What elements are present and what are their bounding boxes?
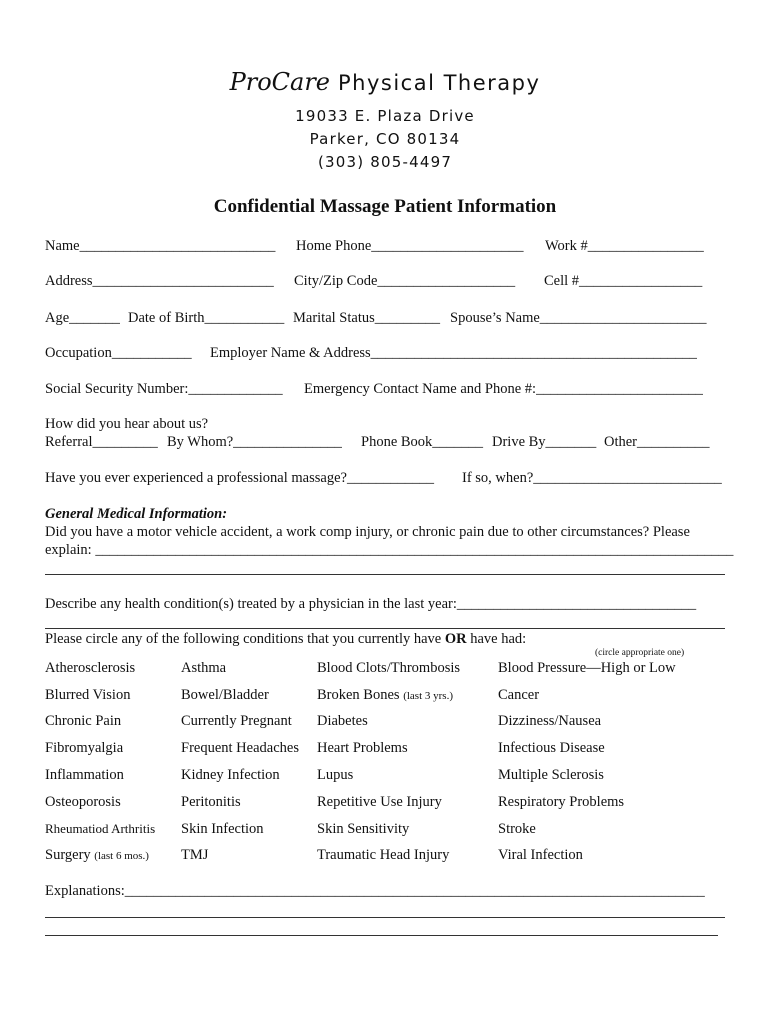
massage-when-field[interactable]: If so, when?__________________________: [462, 470, 722, 486]
accident-explain-line[interactable]: [45, 574, 725, 575]
condition-tmj[interactable]: TMJ: [181, 847, 209, 863]
condition-kidney-infection[interactable]: Kidney Infection: [181, 767, 280, 783]
referral-field[interactable]: Referral_________: [45, 434, 158, 450]
age-field[interactable]: Age_______: [45, 310, 120, 326]
circle-instruction: [45, 631, 526, 648]
ssn-field[interactable]: Social Security Number:_____________: [45, 381, 283, 397]
explanations-field[interactable]: Explanations:________________________________________________________________________________: [45, 883, 705, 899]
condition-chronic-pain[interactable]: Chronic Pain: [45, 713, 122, 729]
city-zip-field[interactable]: City/Zip Code___________________: [294, 273, 516, 289]
condition-multiple-sclerosis[interactable]: Multiple Sclerosis: [498, 767, 604, 783]
condition-blood-pressure-high-or-low[interactable]: Blood Pressure—High or Low: [498, 660, 676, 676]
brand-script: ProCare: [229, 68, 330, 96]
condition-dizziness-nausea[interactable]: Dizziness/Nausea: [498, 713, 602, 729]
name-field[interactable]: Name___________________________: [45, 238, 276, 254]
condition-viral-infection[interactable]: Viral Infection: [498, 847, 583, 863]
condition-repetitive-use-injury[interactable]: Repetitive Use Injury: [317, 794, 442, 810]
phone-line: (303) 805-4497: [317, 153, 453, 171]
condition-bowel-bladder[interactable]: Bowel/Bladder: [181, 687, 269, 703]
condition-surgery-last-6-mos[interactable]: Surgery (last 6 mos.): [45, 847, 149, 863]
address-field[interactable]: Address_________________________: [45, 273, 274, 289]
circle-note: (circle appropriate one): [595, 648, 685, 658]
hear-about-question: How did you hear about us?: [45, 416, 209, 432]
condition-inflammation[interactable]: Inflammation: [45, 767, 124, 783]
condition-traumatic-head-injury[interactable]: Traumatic Head Injury: [317, 847, 450, 863]
condition-frequent-headaches[interactable]: Frequent Headaches: [181, 740, 299, 756]
condition-respiratory-problems[interactable]: Respiratory Problems: [498, 794, 625, 810]
health-condition-line[interactable]: [45, 628, 725, 629]
condition-currently-pregnant[interactable]: Currently Pregnant: [181, 713, 292, 729]
marital-status-field[interactable]: Marital Status_________: [293, 310, 441, 326]
condition-lupus[interactable]: Lupus: [317, 767, 354, 783]
address-line-1: 19033 E. Plaza Drive: [295, 107, 475, 125]
circle-instruction-post: have had:: [470, 631, 527, 647]
phone-book-field[interactable]: Phone Book_______: [361, 434, 484, 450]
condition-atherosclerosis[interactable]: Atherosclerosis: [45, 660, 136, 676]
brand-subtitle: Physical Therapy: [338, 71, 541, 95]
brand-heading: [0, 68, 770, 96]
explanations-line-2[interactable]: [45, 917, 725, 918]
emergency-contact-field[interactable]: Emergency Contact Name and Phone #:_______________________: [304, 381, 703, 397]
circle-instruction-pre: Please circle any of the following conditions that you currently have: [45, 631, 442, 647]
address-line-2: Parker, CO 80134: [309, 130, 461, 148]
condition-broken-bones-last-3-yrs[interactable]: Broken Bones (last 3 yrs.): [317, 687, 453, 703]
circle-instruction-or: OR: [444, 631, 467, 647]
condition-asthma[interactable]: Asthma: [181, 660, 227, 676]
health-condition-field[interactable]: Describe any health condition(s) treated by a physician in the last year:_________________________________: [45, 596, 697, 612]
condition-fibromyalgia[interactable]: Fibromyalgia: [45, 740, 124, 756]
condition-cancer[interactable]: Cancer: [498, 687, 540, 703]
home-phone-field[interactable]: Home Phone_____________________: [296, 238, 524, 254]
form-title: Confidential Massage Patient Information: [213, 196, 557, 217]
condition-infectious-disease[interactable]: Infectious Disease: [498, 740, 605, 756]
condition-peritonitis[interactable]: Peritonitis: [181, 794, 241, 810]
by-whom-field[interactable]: By Whom?_______________: [167, 434, 342, 450]
dob-field[interactable]: Date of Birth___________: [128, 310, 285, 326]
other-field[interactable]: Other__________: [604, 434, 710, 450]
accident-question: Did you have a motor vehicle accident, a work comp injury, or chronic pain due to other circumstances? Please: [45, 524, 690, 540]
condition-blurred-vision[interactable]: Blurred Vision: [45, 687, 131, 703]
work-phone-field[interactable]: Work #________________: [545, 238, 704, 254]
occupation-field[interactable]: Occupation___________: [45, 345, 192, 361]
condition-skin-infection[interactable]: Skin Infection: [181, 821, 264, 837]
condition-blood-clots-thrombosis[interactable]: Blood Clots/Thrombosis: [317, 660, 461, 676]
massage-experience-field[interactable]: Have you ever experienced a professional massage?____________: [45, 470, 434, 486]
drive-by-field[interactable]: Drive By_______: [492, 434, 597, 450]
employer-field[interactable]: Employer Name & Address_____________________________________________: [210, 345, 697, 361]
condition-osteoporosis[interactable]: Osteoporosis: [45, 794, 121, 810]
condition-rheumatiod-arthritis[interactable]: Rheumatiod Arthritis: [45, 821, 156, 836]
medical-heading: General Medical Information:: [45, 506, 228, 522]
accident-explain-field[interactable]: explain: ________________________________________________________________________________________: [45, 542, 734, 558]
condition-heart-problems[interactable]: Heart Problems: [317, 740, 408, 756]
condition-stroke[interactable]: Stroke: [498, 821, 536, 837]
condition-diabetes[interactable]: Diabetes: [317, 713, 368, 729]
condition-skin-sensitivity[interactable]: Skin Sensitivity: [317, 821, 410, 837]
spouse-name-field[interactable]: Spouse’s Name_______________________: [450, 310, 707, 326]
explanations-line-3[interactable]: [45, 935, 718, 936]
cell-field[interactable]: Cell #_________________: [544, 273, 703, 289]
